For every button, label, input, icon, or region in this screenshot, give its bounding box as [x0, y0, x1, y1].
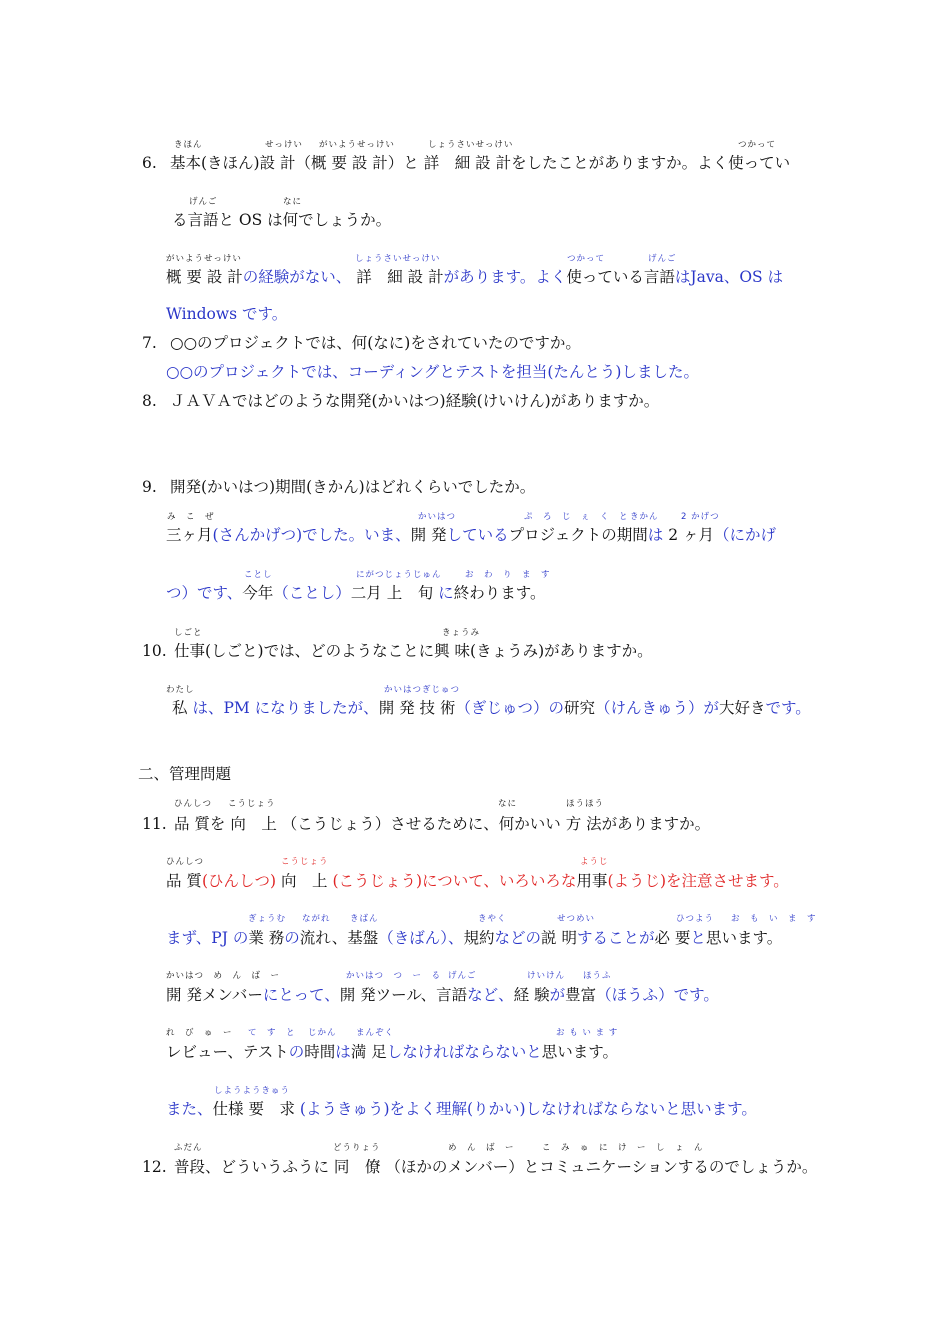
- question-text: ＪＡＶＡではどのような開発(かいはつ)経験(けいけん)がありますか。: [170, 392, 660, 410]
- ruby-gaiyou: がいようせっけい: [319, 140, 395, 150]
- ruby-nagare: ながれ: [302, 914, 331, 924]
- answer-text: 規約: [463, 929, 495, 947]
- section-heading: 二、管理問題: [138, 765, 232, 783]
- ruby-nigatsu: にがつじょうじゅん: [356, 570, 442, 580]
- answer-text: 必 要: [654, 929, 691, 947]
- ruby-tsukatte: つかって: [738, 140, 777, 150]
- ruby-kaihatsugijutsu: かいはつぎじゅつ: [384, 685, 461, 695]
- answer-text: 満 足: [350, 1043, 387, 1061]
- answer-text: 業 務: [248, 929, 285, 947]
- answer-text: することが: [576, 929, 655, 947]
- ruby-tesuto: て す と: [248, 1028, 296, 1038]
- answer-text: 向 上: [280, 872, 328, 890]
- ruby-kotoshi: ことし: [244, 570, 273, 580]
- ruby-nikagetsu: 2 かげつ: [681, 512, 720, 522]
- ruby-shiyouyoukyuu: しようようきゅう: [214, 1086, 291, 1096]
- answer-text: 研究: [564, 699, 596, 717]
- ruby-keiken: けいけん: [527, 971, 566, 981]
- ruby-shousai: しょうさいせっけい: [428, 140, 514, 150]
- answer-6-line2: Windows です。: [166, 305, 288, 323]
- answer-text: 2 ヶ月: [668, 526, 715, 544]
- answer-text: 大好き: [719, 699, 766, 717]
- answer-text: (さんかげつ)でした。いま、: [212, 526, 411, 544]
- ruby-hinshitsu-a: ひんしつ: [166, 857, 205, 867]
- ruby-hinshitsu: ひんしつ: [174, 799, 213, 809]
- answer-text: 開 発 技 術: [378, 699, 456, 717]
- answer-text: 説 明: [541, 929, 577, 947]
- ruby-manzoku: まんぞく: [356, 1028, 395, 1038]
- answer-text: 概 要 設 計: [166, 268, 243, 286]
- ruby-gengo: げんご: [189, 197, 218, 207]
- answer-text: まず、PJ の: [166, 929, 249, 947]
- ruby-kaihatsumenba: かいはつ め ん ば ー: [166, 971, 281, 981]
- ruby-sekkei: せっけい: [265, 140, 303, 150]
- answer-text: レビュー、テスト: [166, 1043, 289, 1061]
- answer-text: 今年: [242, 584, 274, 602]
- answer-7: ○○のプロジェクトでは、コーディングとテストを担当(たんとう)しました。: [166, 363, 699, 381]
- question-number: 7.: [142, 334, 157, 352]
- answer-text: 流れ、基盤: [299, 929, 379, 947]
- answer-text: 豊富: [565, 986, 597, 1004]
- ruby-fudan: ふだん: [174, 1143, 203, 1153]
- answer-6-line1: [166, 267, 783, 287]
- question-6-line2: る言語と OS は何でしょうか。: [172, 211, 392, 229]
- answer-text: と: [690, 929, 706, 947]
- answer-text: 開 発メンバー: [166, 986, 263, 1004]
- answer-text: （ぎじゅつ）の: [455, 699, 564, 717]
- answer-text: の: [284, 929, 300, 947]
- ruby-kaihatsu: かいはつ: [418, 512, 457, 522]
- answer-11-line3: [166, 985, 719, 1005]
- answer-text: 終わります。: [453, 584, 546, 602]
- answer-text: の経験がない、: [242, 268, 352, 286]
- ruby-jikan: じかん: [308, 1028, 337, 1038]
- question-number: 11.: [142, 815, 167, 833]
- ruby-nani-11: なに: [498, 799, 518, 809]
- answer-11-line4: [166, 1042, 618, 1062]
- answer-text: があります。よく: [443, 268, 567, 286]
- answer-text: つ）です、: [166, 584, 243, 602]
- answer-text: (こうじょう)について、いろいろな: [332, 872, 577, 890]
- question-number: 8.: [142, 392, 157, 410]
- question-number: 12.: [142, 1158, 167, 1176]
- answer-text: （にかげ: [714, 526, 777, 544]
- answer-text: 詳 細 設 計: [356, 268, 444, 286]
- question-text: 仕事(しごと)では、どのようなことに興 味(きょうみ)がありますか。: [174, 642, 653, 660]
- answer-11-line5: [166, 1099, 757, 1119]
- answer-text: 思います。: [541, 1043, 619, 1061]
- ruby-douryou: どうりょう: [333, 1143, 381, 1153]
- question-8: [142, 391, 659, 411]
- answer-text: は: [335, 1043, 351, 1061]
- ruby-kiyaku: きやく: [478, 914, 507, 924]
- ruby-nani: なに: [283, 197, 303, 207]
- question-text: ○○のプロジェクトでは、何(なに)をされていたのですか。: [170, 334, 581, 352]
- answer-text: 開 発ツール、言語: [339, 986, 468, 1004]
- ruby-gyoumu: ぎょうむ: [248, 914, 287, 924]
- ruby-kihon: きほん: [174, 140, 203, 150]
- ruby-shigoto: しごと: [174, 628, 203, 638]
- answer-text: 用事: [576, 872, 608, 890]
- answer-text: が: [549, 986, 566, 1004]
- answer-text: (ようきゅう)をよく理解(りかい)しなければならないと思います。: [299, 1100, 757, 1118]
- ruby-kaihatsutsuru: かいはつ つ ー る: [346, 971, 442, 981]
- ruby-kikan: きかん: [630, 512, 659, 522]
- answer-11-line2: [166, 928, 782, 948]
- ruby-koujou: こうじょう: [228, 799, 276, 809]
- question-number: 9.: [142, 478, 157, 496]
- ruby-kyoumi: きょうみ: [442, 628, 481, 638]
- question-text: 基本(きほん)設 計（概 要 設 計）と 詳 細 設 計をしたことがありますか。よく使ってい: [170, 154, 791, 172]
- answer-text: 時間: [304, 1043, 336, 1061]
- ruby-project: ぷ ろ じ ぇ く と: [524, 512, 629, 522]
- answer-text: 品 質: [166, 872, 202, 890]
- question-7: [142, 333, 581, 353]
- answer-text: の: [288, 1043, 305, 1061]
- answer-11-line1: [166, 871, 789, 891]
- answer-text: （ことし）: [273, 584, 351, 602]
- answer-text: 三ヶ月: [166, 526, 213, 544]
- answer-text: 思います。: [705, 929, 783, 947]
- answer-text: また、: [166, 1100, 213, 1118]
- ruby-watashi: わたし: [166, 685, 195, 695]
- ruby-hitsuyou: ひつよう: [676, 914, 715, 924]
- answer-text: 開 発: [410, 526, 447, 544]
- answer-text: にとって、: [262, 986, 340, 1004]
- question-number: 10.: [142, 642, 167, 660]
- answer-9-line1: [166, 525, 776, 545]
- ruby-kiban: きばん: [350, 914, 379, 924]
- ruby-koujou-a: こうじょう: [281, 857, 329, 867]
- question-10: [142, 641, 653, 661]
- question-number: 6.: [142, 154, 157, 172]
- answer-text: 私: [172, 699, 188, 717]
- ruby-gengo-answer: げんご: [648, 254, 677, 264]
- ruby-menba: め ん ば ー: [448, 1143, 515, 1153]
- ruby-omoimasu-2: お も い ま す: [556, 1028, 619, 1038]
- answer-text: (ようじ)を注意させます。: [607, 872, 789, 890]
- answer-text: （きばん）、: [378, 929, 464, 947]
- answer-10: [172, 698, 811, 718]
- question-12: [142, 1157, 817, 1177]
- ruby-rebyu: れ び ゅ ー: [166, 1028, 233, 1038]
- question-9: [142, 477, 535, 497]
- ruby-komyunikeshon: こ み ゅ に け ー し ょ ん: [542, 1143, 704, 1153]
- answer-text: 使っている言語: [566, 268, 675, 286]
- ruby-setsumei: せつめい: [557, 914, 596, 924]
- ruby-tsukatte-answer: つかって: [567, 254, 606, 264]
- answer-text: 二月 上 旬: [350, 584, 434, 602]
- question-11: [142, 814, 710, 834]
- answer-text: はJava、OS は: [674, 268, 784, 286]
- answer-9-line2: [166, 583, 545, 603]
- answer-text: (ひんしつ): [201, 872, 277, 890]
- answer-text: 仕様 要 求: [212, 1100, 295, 1118]
- answer-text: など、: [467, 986, 514, 1004]
- answer-text: は、PM になりましたが、: [192, 699, 379, 717]
- answer-text: です。: [765, 699, 811, 717]
- ruby-owari: お わ り ま す: [465, 570, 551, 580]
- answer-text: 経 験: [513, 986, 550, 1004]
- ruby-gengo-11: げんご: [448, 971, 477, 981]
- ruby-gaiyousekkei: がいようせっけい: [166, 254, 242, 264]
- ruby-omoimasu: お も い ま す: [731, 914, 817, 924]
- answer-text: しなければならないと: [386, 1043, 542, 1061]
- answer-text: に: [438, 584, 454, 602]
- question-text: 開発(かいはつ)期間(きかん)はどれくらいでしたか。: [170, 478, 536, 496]
- ruby-mikaze: み こ ぜ: [167, 512, 215, 522]
- answer-text: している: [446, 526, 509, 544]
- question-6-line1: [142, 153, 790, 173]
- answer-text: は: [647, 526, 664, 544]
- ruby-youji: ようじ: [580, 857, 609, 867]
- answer-text: （けんきゅう）が: [595, 699, 720, 717]
- ruby-houhou: ほうほう: [566, 799, 605, 809]
- question-text: 品 質を 向 上 （こうじょう）させるために、何かいい 方 法がありますか。: [174, 815, 711, 833]
- ruby-houfu: ほうふ: [583, 971, 612, 981]
- ruby-shousaisekkei: しょうさいせっけい: [355, 254, 441, 264]
- answer-text: （ほうふ）です。: [596, 986, 719, 1004]
- question-text: 普段、どういうふうに 同 僚 （ほかのメンバー）とコミュニケーションするのでしょうか。: [174, 1158, 818, 1176]
- answer-text: プロジェクトの期間: [508, 526, 648, 544]
- answer-text: などの: [494, 929, 542, 947]
